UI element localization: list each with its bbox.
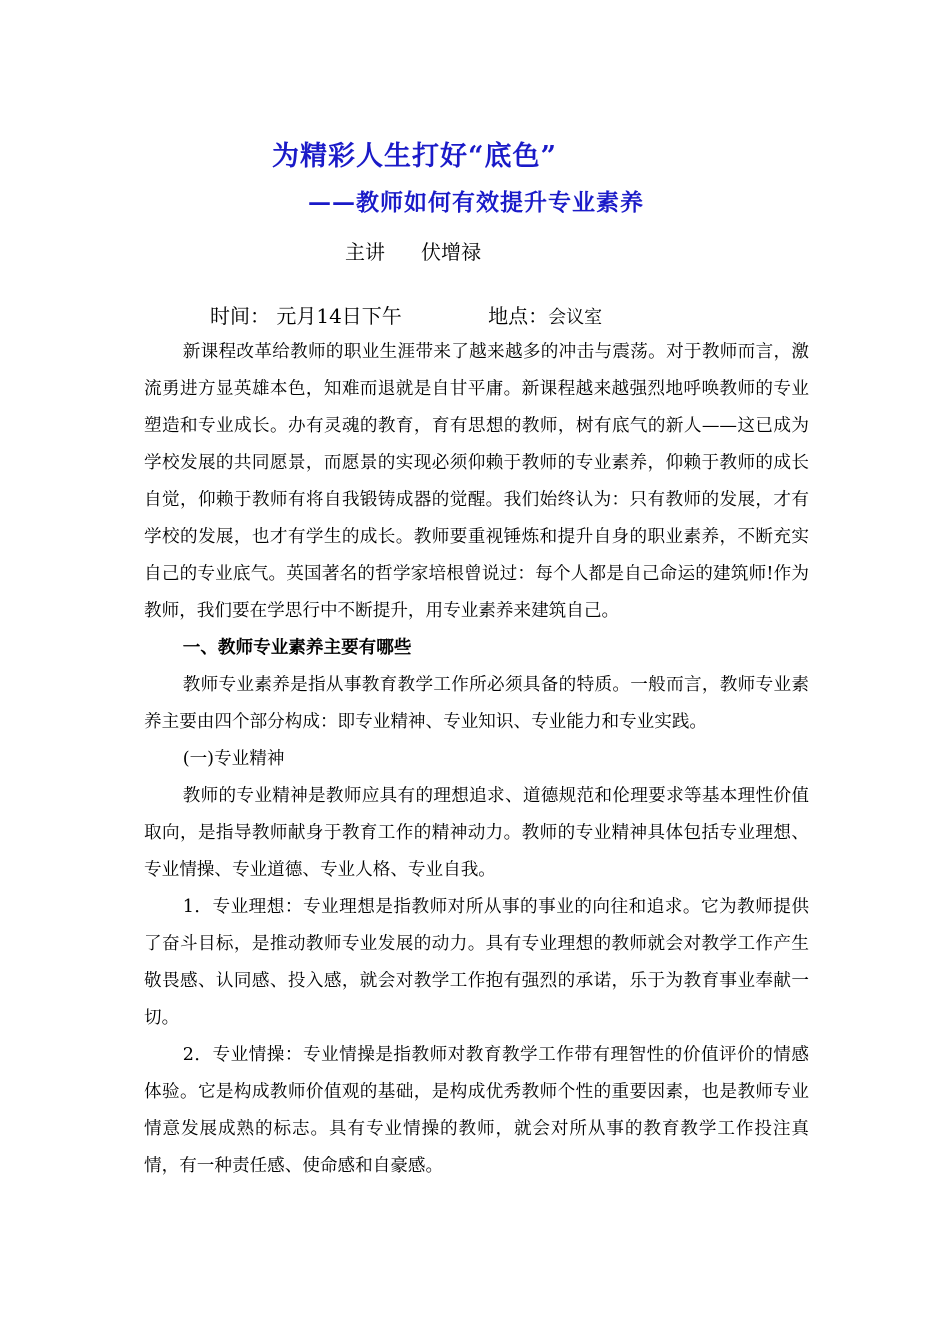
paragraph-definition: 教师专业素养是指从事教育教学工作所必须具备的特质。一般而言，教师专业素养主要由四个部分构成：即专业精神、专业知识、专业能力和专业实践。 <box>144 675 809 732</box>
paragraph-ideal: 1．专业理想：专业理想是指教师对所从事的事业的向往和追求。它为教师提供了奋斗目标，是推动教师专业发展的动力。具有专业理想的教师就会对教学工作产生敬畏感、认同感、投入感，就会对教学工作抱有强烈的承诺，乐于为教育事业奉献一切。 <box>144 897 809 1028</box>
time-place-line <box>210 300 602 329</box>
time-label: 时间： <box>210 304 270 328</box>
place-label: 地点： <box>488 304 549 328</box>
subsection-heading: (一)专业精神 <box>182 749 285 769</box>
speaker-name: 伏增禄 <box>421 240 481 264</box>
document-subtitle: ——教师如何有效提升专业素养 <box>308 189 644 216</box>
document-body <box>144 334 809 1185</box>
section-heading: 一、教师专业素养主要有哪些 <box>182 638 412 658</box>
speaker-line <box>345 236 481 265</box>
paragraph-spirit: 教师的专业精神是教师应具有的理想追求、道德规范和伦理要求等基本理性价值取向，是指导教师献身于教育工作的精神动力。教师的专业精神具体包括专业理想、专业情操、专业道德、专业人格、专业自我。 <box>144 786 809 880</box>
speaker-label: 主讲 <box>345 240 385 264</box>
document-title: 为精彩人生打好“底色” <box>272 141 558 172</box>
paragraph-intro: 新课程改革给教师的职业生涯带来了越来越多的冲击与震荡。对于教师而言，激流勇进方显英雄本色，知难而退就是自甘平庸。新课程越来越强烈地呼唤教师的专业塑造和专业成长。办有灵魂的教育，育有思想的教师，树有底气的新人——这已成为学校发展的共同愿景，而愿景的实现必须仰赖于教师的专业素养，仰赖于教师的成长自觉，仰赖于教师有将自我锻铸成器的觉醒。我们始终认为：只有教师的发展，才有学校的发展，也才有学生的成长。教师要重视锤炼和提升自身的职业素养，不断充实自己的专业底气。英国著名的哲学家培根曾说过：每个人都是自己命运的建筑师!作为教师，我们要在学思行中不断提升，用专业素养来建筑自己。 <box>144 342 809 621</box>
paragraph-sentiment: 2．专业情操：专业情操是指教师对教育教学工作带有理智性的价值评价的情感体验。它是构成教师价值观的基础，是构成优秀教师个性的重要因素，也是教师专业情意发展成熟的标志。具有专业情操的教师，就会对所从事的教育教学工作投注真情，有一种责任感、使命感和自豪感。 <box>144 1045 809 1176</box>
place-value: 会议室 <box>548 307 603 328</box>
time-value: 元月14日下午 <box>276 304 402 328</box>
